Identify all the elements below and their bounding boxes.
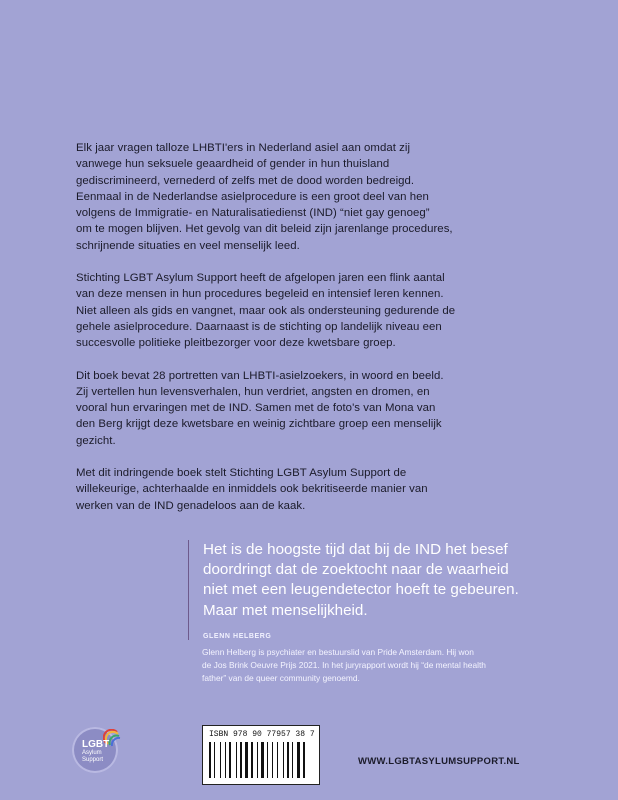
quote-author: GLENN HELBERG [203, 632, 272, 640]
website-url: WWW.LGBTASYLUMSUPPORT.NL [358, 756, 520, 767]
barcode-bar [229, 742, 231, 778]
barcode-bar [287, 742, 289, 778]
isbn-barcode [202, 725, 320, 785]
barcode-bar [283, 742, 284, 778]
barcode-bar [272, 742, 273, 778]
barcode-bar [236, 742, 237, 778]
author-bio: Glenn Helberg is psychiater en bestuurslid van Pride Amsterdam. Hij won de Jos Brink Oeuvre Prijs 2021. In het juryrapport wordt hij “de mental health father” van de queer community genoemd. [202, 647, 486, 684]
barcode-bar [297, 742, 300, 778]
barcode-bar [277, 742, 278, 778]
barcode-bar [245, 742, 248, 778]
logo-text-lgbt: LGBT [82, 739, 110, 750]
pull-quote [188, 540, 553, 640]
barcode-bar [209, 742, 211, 778]
barcode-bar [214, 742, 215, 778]
barcode-bar [225, 742, 226, 778]
barcode-bar [251, 742, 253, 778]
logo-text-asylum: Asylum [82, 750, 102, 756]
barcode-bar [240, 742, 242, 778]
blurb-paragraph-2: Stichting LGBT Asylum Support heeft de afgelopen jaren een flink aantal van deze mensen in hun procedures begeleid en intensief leren kennen. Niet alleen als gids en vangnet, maar ook als ondersteuning gedurende de gehele asielprocedure. Daarnaast is de stichting op landelijk niveau een succesvolle politieke pleitbezorger voor deze kwetsbare groep. [76, 272, 456, 350]
barcode-bars [209, 742, 313, 778]
logo-text-support: Support [82, 757, 104, 763]
lgbt-asylum-support-logo [72, 727, 118, 773]
barcode-bar [267, 742, 268, 778]
barcode-bar [303, 742, 305, 778]
barcode-bar [261, 742, 264, 778]
isbn-number: ISBN 978 90 77957 38 7 [209, 730, 315, 739]
blurb-text [76, 140, 546, 530]
blurb-paragraph-4: Met dit indringende boek stelt Stichting LGBT Asylum Support de willekeurige, achterhaalde en inmiddels ook bekritiseerde manier van werken van de IND genadeloos aan de kaak. [76, 467, 428, 512]
blurb-paragraph-1: Elk jaar vragen talloze LHBTI'ers in Nederland asiel aan omdat zij vanwege hun seksuele geaardheid of gender in hun thuisland gediscrimineerd, vernederd of zelfs met de dood worden bedreigd. Eenmaal in de Nederlandse asielprocedure is een groot deel van hen volgens de Immigratie- en Naturalisatiedienst (IND) “niet gay genoeg” om te mogen blijven. Het gevolg van dit beleid zijn jarenlange procedures, schrijnende situaties en veel menselijk leed. [76, 142, 453, 252]
barcode-bar [220, 742, 221, 778]
barcode-bar [292, 742, 293, 778]
barcode-bar [257, 742, 258, 778]
blurb-paragraph-3: Dit boek bevat 28 portretten van LHBTI-asielzoekers, in woord en beeld. Zij vertellen hun levensverhalen, hun verdriet, angsten en dromen, en vooral hun ervaringen met de IND. Samen met de foto's van Mona van den Berg krijgt deze kwetsbare en weinig zichtbare groep een menselijk gezicht. [76, 369, 444, 447]
quote-text: Het is de hoogste tijd dat bij de IND het besef doordringt dat de zoektocht naar de waarheid niet met een leugendetector hoeft te gebeuren. Maar met menselijkheid. [203, 541, 519, 619]
